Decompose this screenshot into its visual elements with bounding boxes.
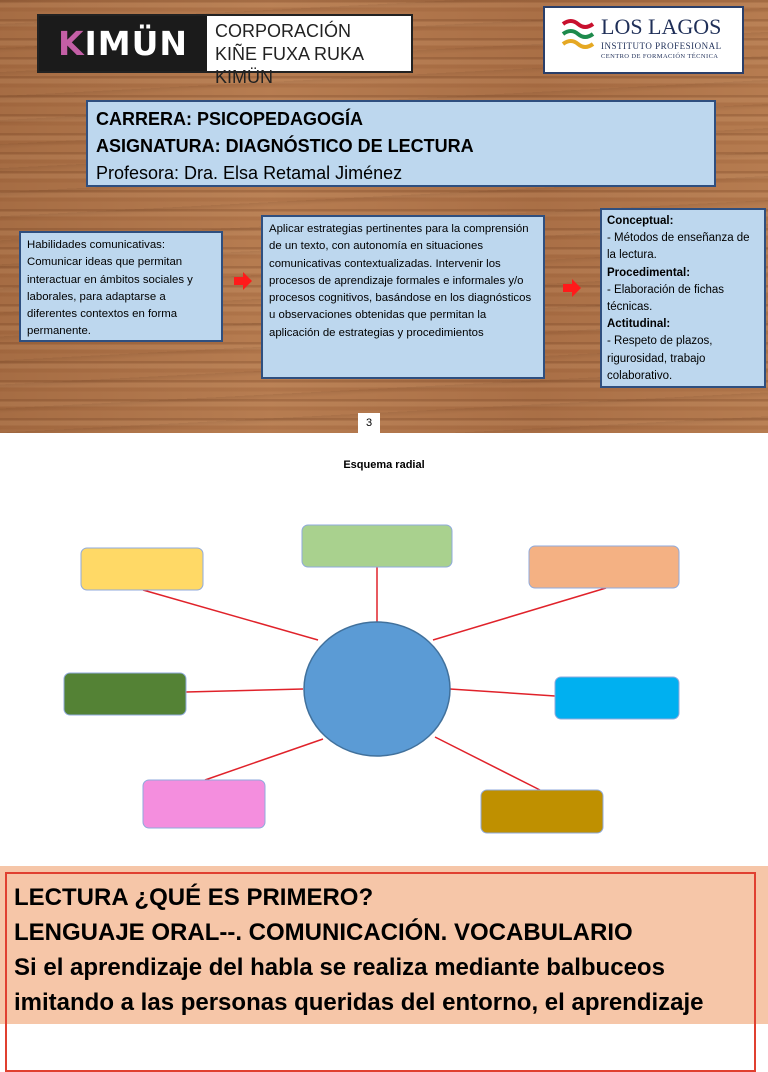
text-line-1: LECTURA ¿QUÉ ES PRIMERO? (14, 884, 374, 911)
reading-text-box (5, 872, 756, 1072)
node-top-right (529, 546, 679, 588)
los-lagos-title: LOS LAGOS (601, 14, 722, 39)
conceptual-text: - Métodos de enseñanza de la lectura. (607, 232, 750, 262)
los-lagos-subtitle-1: INSTITUTO PROFESIONAL (601, 41, 722, 51)
asignatura-label: ASIGNATURA: DIAGNÓSTICO DE LECTURA (96, 136, 474, 156)
node-right (555, 677, 679, 719)
connector-top-right (433, 588, 606, 640)
kimun-corp-name (215, 20, 411, 89)
kimun-logo (37, 14, 413, 87)
kimun-line-1: CORPORACIÓN (215, 21, 352, 41)
competency-box (19, 231, 223, 342)
connector-bottom-right (435, 737, 540, 790)
conceptual-label: Conceptual: (607, 215, 674, 227)
radial-diagram (0, 433, 768, 866)
connector-bottom-left (205, 739, 323, 780)
carrera-label: CARRERA: PSICOPEDAGOGÍA (96, 109, 364, 129)
connector-right (450, 689, 555, 696)
actitudinal-label: Actitudinal: (607, 318, 671, 331)
actitudinal-text: - Respeto de plazos, rigurosidad, trabajo colaborativo. (607, 335, 713, 382)
connector-left (186, 689, 303, 692)
contents-box (600, 208, 766, 388)
procedimental-label: Procedimental: (607, 266, 691, 279)
kimun-wordmark: KIMÜN (39, 16, 207, 71)
text-line-2: LENGUAJE ORAL--. COMUNICACIÓN. VOCABULARIO (14, 919, 633, 946)
connector-top-left (143, 590, 318, 640)
radial-title: Esquema radial (343, 459, 425, 471)
slide-reading-question (0, 866, 768, 1024)
text-line-3: Si el aprendizaje del habla se realiza mediante balbuceos (14, 954, 665, 981)
procedimental-text: - Elaboración de fichas técnicas. (607, 283, 724, 314)
page-number: 3 (358, 413, 380, 433)
node-top (302, 525, 452, 567)
node-left (64, 673, 186, 715)
course-header-box (86, 100, 716, 187)
node-bottom-right (481, 790, 603, 833)
kimun-line-2: KIÑE FUXA RUKA KIMÜN (215, 44, 364, 87)
node-bottom-left (143, 780, 265, 828)
competency-text: Habilidades comunicativas: Comunicar ideas que permitan interactuar en ámbitos sociales y laborales, para adaptarse a diferentes contextos en forma permanente. (27, 239, 193, 338)
waves-icon (561, 18, 595, 58)
slide-course-info (0, 0, 768, 433)
node-top-left (81, 548, 203, 590)
learning-outcome-box (261, 215, 545, 379)
profesora-label: Profesora: Dra. Elsa Retamal Jiménez (96, 163, 403, 183)
arrow-right-icon (563, 279, 581, 297)
slide-radial-diagram (0, 433, 768, 866)
text-line-4: imitando a las personas queridas del entorno, el aprendizaje (14, 989, 704, 1016)
arrow-right-icon (234, 272, 252, 290)
los-lagos-subtitle-2: CENTRO DE FORMACIÓN TÉCNICA (601, 53, 719, 60)
radial-center-node (304, 622, 450, 756)
los-lagos-logo (543, 6, 744, 74)
learning-outcome-text: Aplicar estrategias pertinentes para la comprensión de un texto, con autonomía en situaciones comunicativas contextualizadas. Intervenir los procesos de aprendizaje formales e informales y/o procesos cognitivos, basándose en los diagnósticos u observaciones obtenidas que permitan la aplicación de estrategias y procedimientos (269, 223, 532, 339)
